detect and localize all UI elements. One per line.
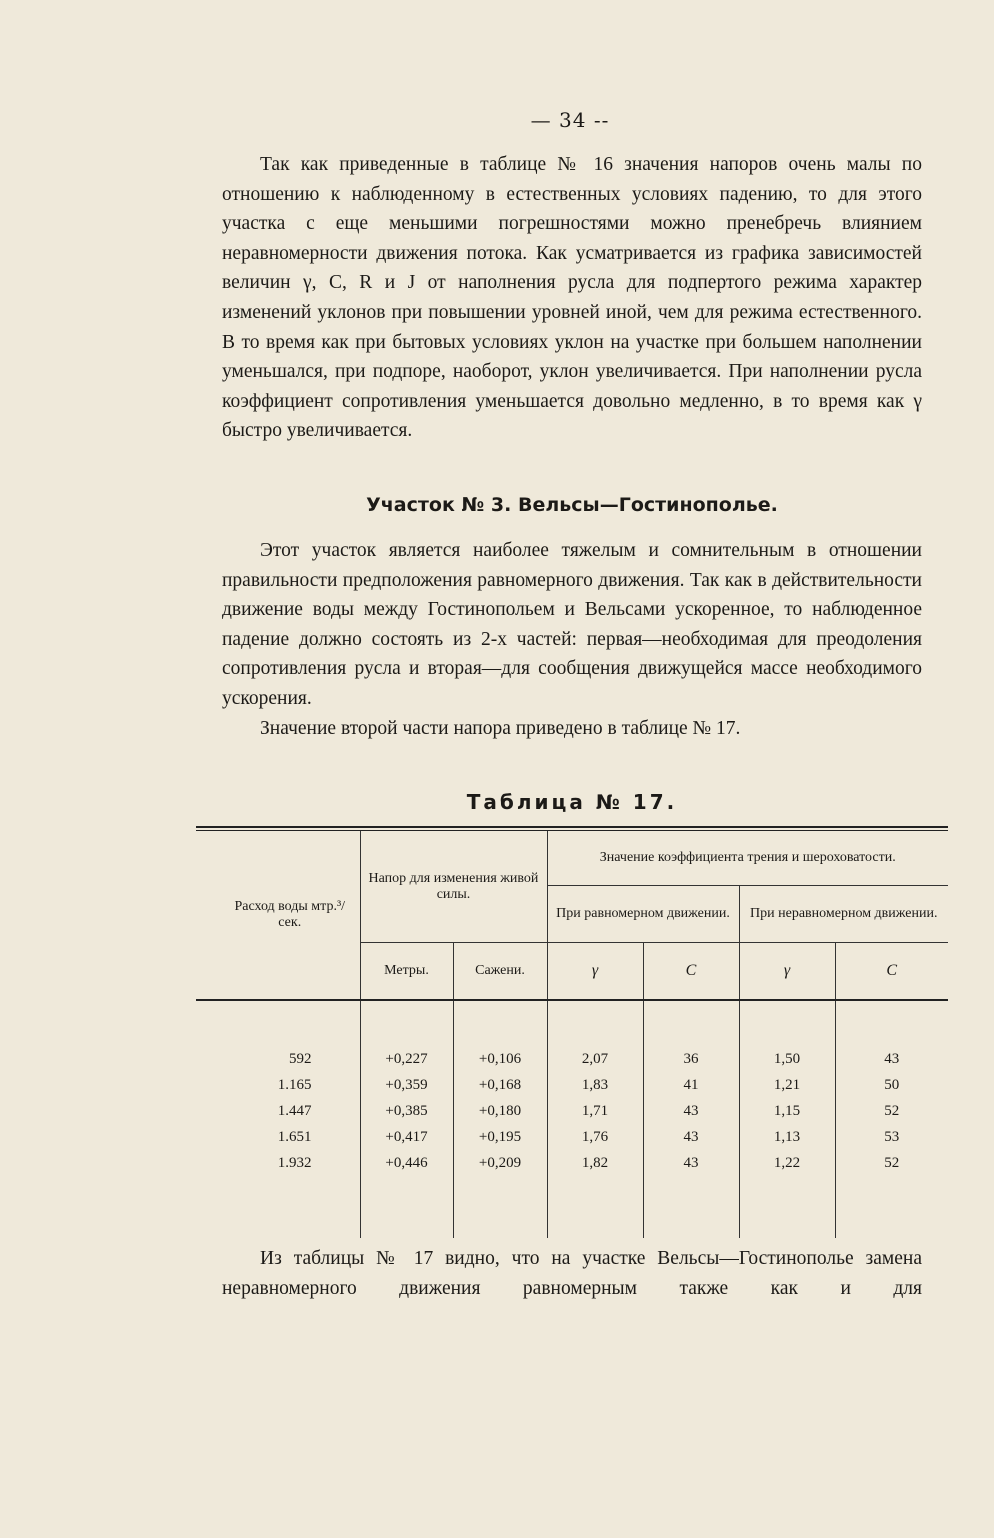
cell-c-uniform: 43 xyxy=(643,1098,739,1124)
paragraph-4-block xyxy=(222,1244,922,1303)
table-row xyxy=(196,1150,948,1176)
paragraph-3: Значение второй части напора приведено в таблице № 17. xyxy=(260,717,741,739)
cell-discharge: 1.932 xyxy=(277,1154,312,1171)
cell-gamma-nonuniform: 1,13 xyxy=(739,1124,835,1150)
cell-sazhen: +0,106 xyxy=(453,1046,547,1072)
cell-c-nonuniform: 52 xyxy=(835,1098,948,1124)
subheader-c-nonuniform: C xyxy=(835,943,948,1001)
header-head: Напор для изменения живой силы. xyxy=(360,831,547,943)
header-uniform: При равномерном движении. xyxy=(547,886,739,943)
cell-sazhen: +0,180 xyxy=(453,1098,547,1124)
subheader-sazhen: Сажени. xyxy=(453,943,547,1001)
header-discharge: Расход воды мтр.³/сек. xyxy=(196,831,360,1000)
cell-discharge: 1.447 xyxy=(277,1102,312,1119)
table-row xyxy=(196,1124,948,1150)
cell-meters: +0,417 xyxy=(360,1124,453,1150)
paragraph-1: Так как приведенные в таблице № 16 значения напоров очень малы по отношению к наблюденному в естественных условиях падению, то для этого участка с еще меньшими погрешностями можно пренебречь влиянием неравномерности движения потока. Как усматривается из графика зависимостей величин γ, C, R и J от наполнения русла для подпертого режима характер изменений уклонов при повышении уровней иной, чем для режима естественного. В то время как при бытовых условиях уклон на участке при большем наполнении уменьшался, при подпоре, наоборот, уклон увеличивается. При наполнении русла коэффициент сопротивления уменьшается довольно медленно, в то время как γ быстро увеличивается. xyxy=(222,154,922,442)
cell-gamma-nonuniform: 1,22 xyxy=(739,1150,835,1176)
cell-gamma-nonuniform: 1,50 xyxy=(739,1046,835,1072)
section-heading: Участок № 3. Вельсы—Гостинополье. xyxy=(366,494,778,516)
cell-gamma-nonuniform: 1,15 xyxy=(739,1098,835,1124)
cell-meters: +0,446 xyxy=(360,1150,453,1176)
subheader-c-uniform: C xyxy=(643,943,739,1001)
cell-c-uniform: 36 xyxy=(643,1046,739,1072)
paragraph-2: Этот участок является наиболее тяжелым и сомнительным в отношении правильности предположения равномерного движения. Так как в действительности движение воды между Гостинопольем и Вельсами ускоренное, то наблюденное падение должно состоять из 2-х частей: первая—необходимая для преодоления сопротивления русла и вторая—для сообщения движущейся массе необходимого ускорения. xyxy=(222,540,922,709)
cell-c-uniform: 43 xyxy=(643,1150,739,1176)
table-title: Таблица № 17. xyxy=(466,790,678,814)
paragraph-4: Из таблицы № 17 видно, что на участке Вельсы—Гостинополье замена неравномерного движения равномерным также как и для xyxy=(222,1248,922,1299)
cell-c-uniform: 41 xyxy=(643,1072,739,1098)
cell-sazhen: +0,168 xyxy=(453,1072,547,1098)
cell-gamma-uniform: 1,76 xyxy=(547,1124,643,1150)
subheader-gamma-uniform: γ xyxy=(547,943,643,1001)
cell-c-nonuniform: 53 xyxy=(835,1124,948,1150)
header-coefficient: Значение коэффициента трения и шероховатости. xyxy=(547,831,948,886)
cell-meters: +0,359 xyxy=(360,1072,453,1098)
cell-gamma-uniform: 2,07 xyxy=(547,1046,643,1072)
cell-discharge: 1.651 xyxy=(277,1128,312,1145)
header-nonuniform: При неравномерном движении. xyxy=(739,886,948,943)
cell-gamma-uniform: 1,71 xyxy=(547,1098,643,1124)
cell-c-uniform: 43 xyxy=(643,1124,739,1150)
subheader-meters: Метры. xyxy=(360,943,453,1001)
table-row xyxy=(196,1046,948,1072)
table-row xyxy=(196,1098,948,1124)
cell-sazhen: +0,209 xyxy=(453,1150,547,1176)
cell-discharge: 1.165 xyxy=(277,1076,312,1093)
cell-meters: +0,227 xyxy=(360,1046,453,1072)
cell-gamma-uniform: 1,83 xyxy=(547,1072,643,1098)
cell-discharge: 592 xyxy=(289,1050,312,1067)
page-number: — 34 -- xyxy=(530,108,610,132)
table-row xyxy=(196,1072,948,1098)
cell-c-nonuniform: 43 xyxy=(835,1046,948,1072)
table-top-rule xyxy=(196,826,948,828)
paragraph-1-block xyxy=(222,150,922,446)
table-17 xyxy=(196,826,948,1238)
cell-meters: +0,385 xyxy=(360,1098,453,1124)
subheader-gamma-nonuniform: γ xyxy=(739,943,835,1001)
cell-c-nonuniform: 50 xyxy=(835,1072,948,1098)
cell-c-nonuniform: 52 xyxy=(835,1150,948,1176)
cell-sazhen: +0,195 xyxy=(453,1124,547,1150)
cell-gamma-nonuniform: 1,21 xyxy=(739,1072,835,1098)
data-table xyxy=(196,831,948,1238)
cell-gamma-uniform: 1,82 xyxy=(547,1150,643,1176)
paragraph-2-block xyxy=(222,536,922,743)
